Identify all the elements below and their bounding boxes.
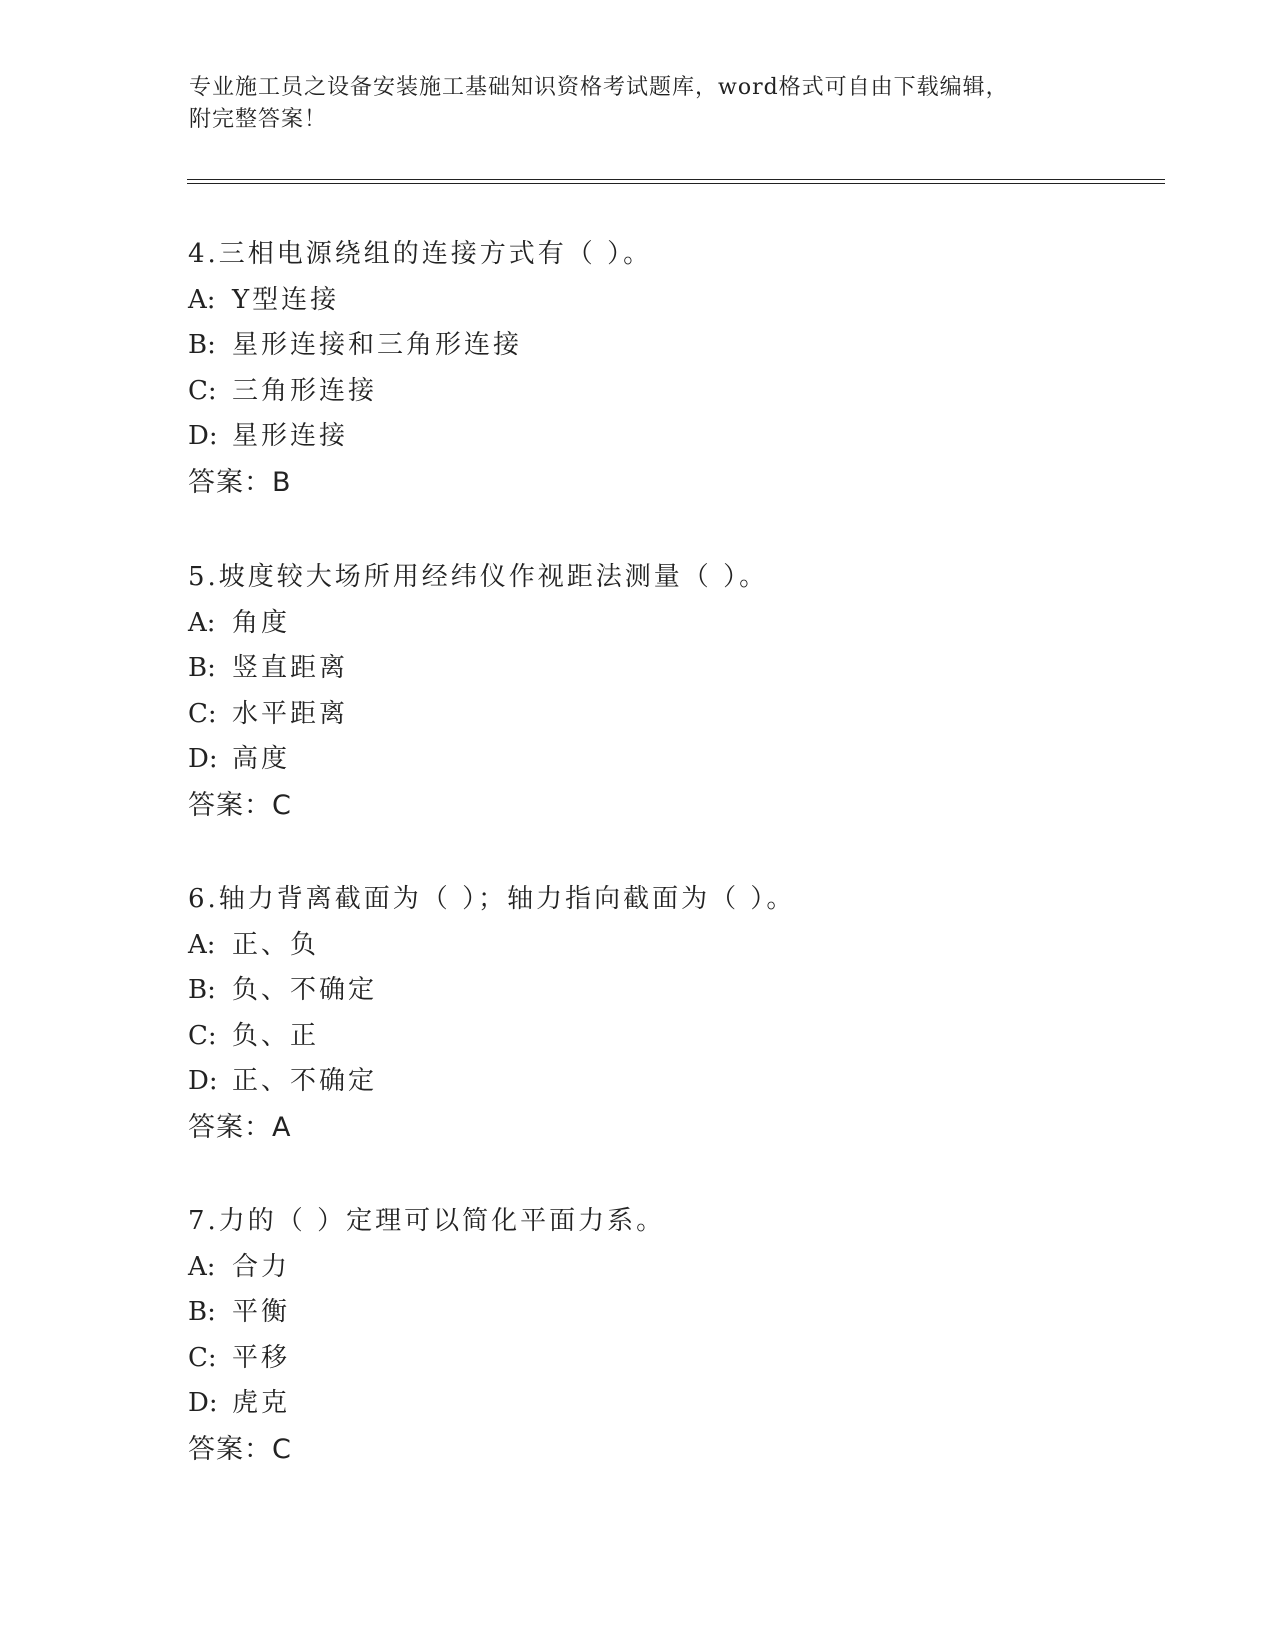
option-text: 星形连接和三角形连接 [232, 330, 523, 360]
option-a [188, 1245, 1168, 1291]
option-text: 角度 [232, 607, 291, 638]
option-key: C: [188, 375, 217, 406]
option-text: 负、正 [232, 1020, 320, 1051]
option-text: 水平距离 [232, 698, 349, 729]
option-text: 平衡 [232, 1297, 291, 1327]
option-b [188, 1290, 1168, 1336]
option-text: 竖直距离 [232, 653, 349, 683]
option-key: A: [188, 1251, 216, 1282]
option-key: C: [188, 698, 217, 729]
option-text: 正、不确定 [232, 1066, 378, 1096]
option-text: 虎克 [232, 1388, 291, 1418]
option-text: 星形连接 [232, 421, 349, 451]
document-header [189, 72, 1089, 136]
option-a [188, 601, 1168, 647]
option-b [188, 646, 1168, 692]
option-text: 平移 [232, 1342, 291, 1373]
question-block [188, 555, 1168, 828]
option-text: 高度 [232, 744, 291, 774]
option-key: B: [188, 330, 216, 360]
option-key: D: [188, 744, 218, 774]
option-text: 合力 [232, 1251, 291, 1282]
option-key: D: [188, 421, 218, 451]
answer-line: 答案：C [188, 1433, 292, 1465]
option-b [188, 968, 1168, 1014]
option-key: D: [188, 1066, 218, 1096]
question-title: 7.力的（ ）定理可以简化平面力系。 [188, 1206, 666, 1236]
answer-line: 答案：C [188, 789, 292, 821]
option-key: C: [188, 1020, 217, 1051]
option-c [188, 1014, 1168, 1060]
answer-line: 答案：A [188, 1111, 292, 1143]
option-key: C: [188, 1342, 217, 1373]
header-divider-bottom [187, 183, 1165, 184]
option-key: A: [188, 607, 216, 638]
header-line-2: 附完整答案！ [189, 107, 328, 132]
option-c [188, 1336, 1168, 1382]
option-c [188, 692, 1168, 738]
option-text: 三角形连接 [232, 375, 378, 406]
question-title: 6.轴力背离截面为（ ）；轴力指向截面为（ ）。 [188, 884, 796, 914]
question-block [188, 877, 1168, 1150]
option-c [188, 369, 1168, 415]
option-key: B: [188, 653, 216, 683]
question-title: 4.三相电源绕组的连接方式有（ ）。 [188, 239, 653, 269]
option-a [188, 923, 1168, 969]
option-key: B: [188, 975, 216, 1005]
option-key: A: [188, 929, 216, 960]
question-block [188, 1199, 1168, 1472]
option-key: B: [188, 1297, 216, 1327]
option-d [188, 1059, 1168, 1105]
option-key: D: [188, 1388, 218, 1418]
option-text: 正、负 [232, 929, 320, 960]
question-block [188, 232, 1168, 505]
question-title: 5.坡度较大场所用经纬仪作视距法测量（ ）。 [188, 562, 769, 592]
header-line-1: 专业施工员之设备安装施工基础知识资格考试题库，word格式可自由下载编辑， [189, 75, 1009, 100]
option-d [188, 414, 1168, 460]
option-key: A: [188, 284, 216, 315]
option-b [188, 323, 1168, 369]
option-a [188, 278, 1168, 324]
option-text: 负、不确定 [232, 975, 378, 1005]
option-d [188, 1381, 1168, 1427]
header-divider-top [187, 179, 1165, 180]
option-d [188, 737, 1168, 783]
option-text: Y型连接 [232, 284, 340, 315]
answer-line: 答案：B [188, 466, 292, 498]
